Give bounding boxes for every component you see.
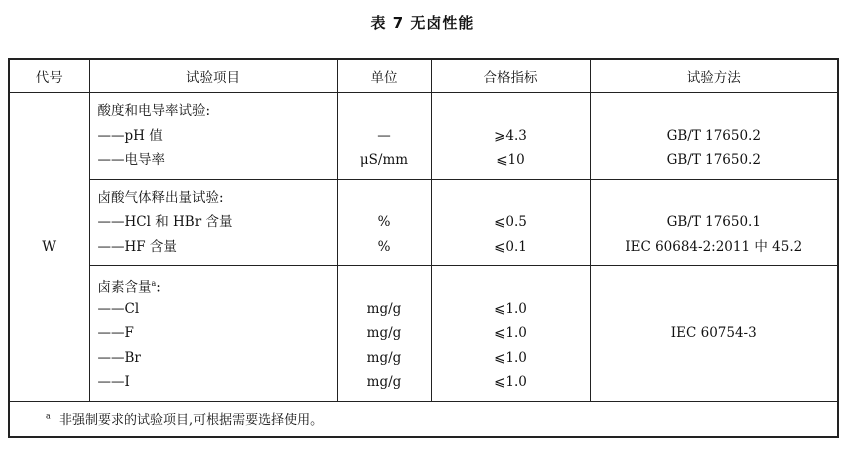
unit-value: mg/g [366,349,402,366]
requirement-value: ⩽10 [496,152,525,168]
unit-cell [337,266,431,402]
footnote-ref: a [151,279,157,288]
header-test-item: 试验项目 [89,59,337,93]
footnote-marker: a [46,411,51,421]
requirement-value: ⩽1.0 [494,374,527,390]
requirement-value: ⩽0.1 [494,238,527,255]
group-title: 卤酸气体释出量试验: [97,189,224,206]
group-title: 卤素含量$^a$: [97,279,161,296]
method-cell [590,93,838,180]
method-cell [590,179,838,266]
group-title: 酸度和电导率试验: [97,103,211,119]
unit-value: mg/g [366,325,402,341]
halogen-free-table [8,58,839,438]
group-halogen-content [9,266,838,402]
requirement-cell [431,179,590,266]
requirement-cell [431,93,590,180]
test-item: ——HCl 和 HBr 含量 [97,214,233,230]
test-item-cell [89,266,337,402]
unit-value: mg/g [366,374,402,390]
header-test-method: 试验方法 [590,59,838,93]
test-item-cell [89,93,337,180]
test-item: ——pH 值 [97,127,163,144]
method-value: GB/T 17650.2 [666,127,761,144]
test-item: ——Br [97,349,141,366]
unit-value: % [377,214,391,230]
header-row [9,59,838,93]
test-item: ——HF 含量 [97,238,177,255]
header-requirement: 合格指标 [431,59,590,93]
test-item: ——I [97,374,130,390]
method-cell: IEC 60754-3 [590,266,838,402]
header-unit: 单位 [337,59,431,93]
footnote [9,401,838,437]
test-item: ——电导率 [97,152,165,168]
test-item-cell [89,179,337,266]
footnote-row [9,401,838,437]
requirement-cell [431,266,590,402]
unit-cell [337,179,431,266]
test-item: ——Cl [97,300,140,317]
requirement-value: ⩽1.0 [494,300,527,317]
group-halogen-acid-gas [9,179,838,266]
table-caption: 表 7 无卤性能 [370,14,475,32]
unit-value: mg/g [366,300,402,317]
header-code: 代号 [9,59,89,93]
requirement-value: ⩾4.3 [494,127,527,144]
requirement-value: ⩽1.0 [494,325,527,341]
unit-cell [337,93,431,180]
group-acidity [9,93,838,180]
requirement-value: ⩽1.0 [494,349,527,366]
test-item: ——F [97,325,134,341]
unit-value: % [377,238,391,255]
unit-value: μS/mm [359,152,409,168]
unit-value: — [377,127,391,144]
requirement-value: ⩽0.5 [494,214,527,230]
method-value: GB/T 17650.2 [666,152,761,168]
code-cell: W [9,93,89,402]
method-value: GB/T 17650.1 [666,214,761,230]
method-value: IEC 60684-2:2011 中 45.2 [625,238,803,255]
footnote-text: 非强制要求的试验项目,可根据需要选择使用。 [59,413,324,428]
